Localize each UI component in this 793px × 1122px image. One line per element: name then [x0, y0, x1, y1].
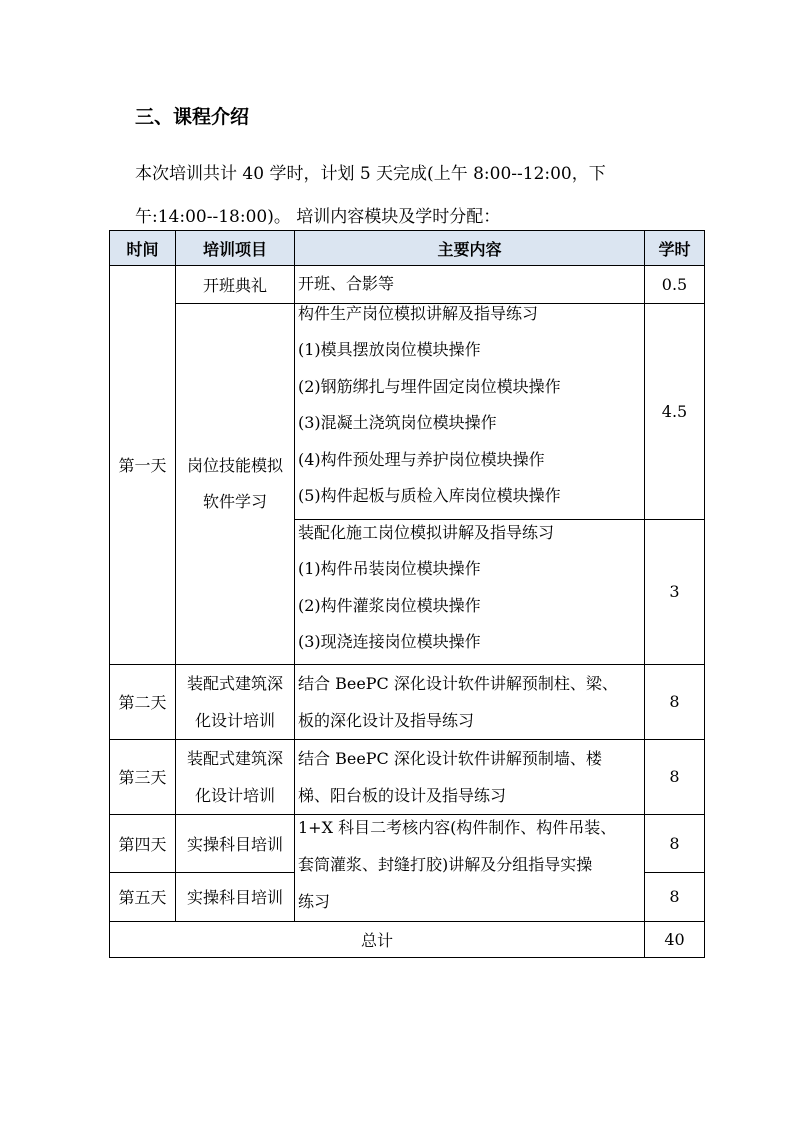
table-header-row — [110, 231, 705, 266]
day2-label: 第二天 — [110, 664, 176, 739]
day5-label: 第五天 — [110, 872, 176, 921]
day1-software-project-line2: 软件学习 — [202, 491, 267, 511]
day2-project — [176, 664, 295, 739]
day1-block1-content — [295, 303, 645, 519]
day4-hours: 8 — [645, 814, 705, 872]
list-item: (3)混凝土浇筑岗位模块操作 — [298, 413, 497, 432]
day4-project: 实操科目培训 — [176, 814, 295, 872]
day1-opening-hours: 0.5 — [645, 266, 705, 304]
day1-block1-title: 构件生产岗位模拟讲解及指导练习 — [298, 303, 539, 323]
list-item: (2)构件灌浆岗位模块操作 — [298, 595, 481, 615]
day1-software-project-line1: 岗位技能模拟 — [186, 455, 283, 475]
table-row — [110, 814, 705, 872]
day2-project-line2: 化设计培训 — [194, 710, 275, 730]
day2-project-line1: 装配式建筑深 — [186, 673, 283, 693]
day1-block1-hours: 4.5 — [645, 303, 705, 519]
table-row — [110, 664, 705, 739]
day2-hours: 8 — [645, 664, 705, 739]
table-row — [110, 921, 705, 957]
day2-content — [295, 664, 645, 739]
list-item: (2)钢筋绑扎与埋件固定岗位模块操作 — [298, 376, 561, 396]
day1-opening-project: 开班典礼 — [176, 266, 295, 304]
day4-content — [295, 814, 645, 921]
day3-project-line2: 化设计培训 — [194, 785, 275, 805]
table-row — [110, 303, 705, 519]
section-heading: 三、课程介绍 — [135, 106, 250, 128]
day5-project: 实操科目培训 — [176, 872, 295, 921]
list-item: (4)构件预处理与养护岗位模块操作 — [298, 449, 545, 469]
day3-content-line1: 结合 BeePC 深化设计软件讲解预制墙、楼 — [298, 748, 602, 768]
header-project: 培训项目 — [176, 231, 295, 266]
header-hours: 学时 — [645, 231, 705, 266]
day1-label: 第一天 — [110, 266, 176, 665]
list-item: (1)构件吊装岗位模块操作 — [298, 559, 481, 578]
total-label: 总计 — [110, 921, 645, 957]
day3-hours: 8 — [645, 739, 705, 814]
table-row — [110, 739, 705, 814]
day3-project-line1: 装配式建筑深 — [186, 748, 283, 768]
day2-content-line1: 结合 BeePC 深化设计软件讲解预制柱、梁、 — [298, 673, 618, 693]
day3-project — [176, 739, 295, 814]
day1-opening-content: 开班、合影等 — [295, 266, 645, 304]
schedule-table — [109, 230, 705, 958]
header-time: 时间 — [110, 231, 176, 266]
day2-content-line2: 板的深化设计及指导练习 — [298, 710, 475, 730]
day4-content-line2: 套筒灌浆、封缝打胶)讲解及分组指导实操 — [298, 854, 593, 874]
day3-content — [295, 739, 645, 814]
list-item: (3)现浇连接岗位模块操作 — [298, 632, 481, 651]
total-hours: 40 — [645, 921, 705, 957]
day3-label: 第三天 — [110, 739, 176, 814]
day4-content-line1: 1+X 科目二考核内容(构件制作、构件吊装、 — [298, 817, 617, 837]
day1-software-project — [176, 303, 295, 664]
day4-label: 第四天 — [110, 814, 176, 872]
day1-block2-hours: 3 — [645, 519, 705, 664]
day1-block2-title: 装配化施工岗位模拟讲解及指导练习 — [298, 522, 555, 542]
intro-line-2: 午:14:00--18:00)。 培训内容模块及学时分配： — [135, 207, 501, 227]
day3-content-line2: 梯、阳台板的设计及指导练习 — [298, 785, 507, 805]
header-content: 主要内容 — [295, 231, 645, 266]
day1-block2-content — [295, 519, 645, 664]
list-item: (5)构件起板与质检入库岗位模块操作 — [298, 486, 561, 505]
day4-content-line3: 练习 — [298, 891, 331, 911]
day5-hours: 8 — [645, 872, 705, 921]
list-item: (1)模具摆放岗位模块操作 — [298, 340, 481, 359]
intro-line-1: 本次培训共计 40 学时，计划 5 天完成(上午 8:00--12:00，下 — [135, 164, 606, 184]
